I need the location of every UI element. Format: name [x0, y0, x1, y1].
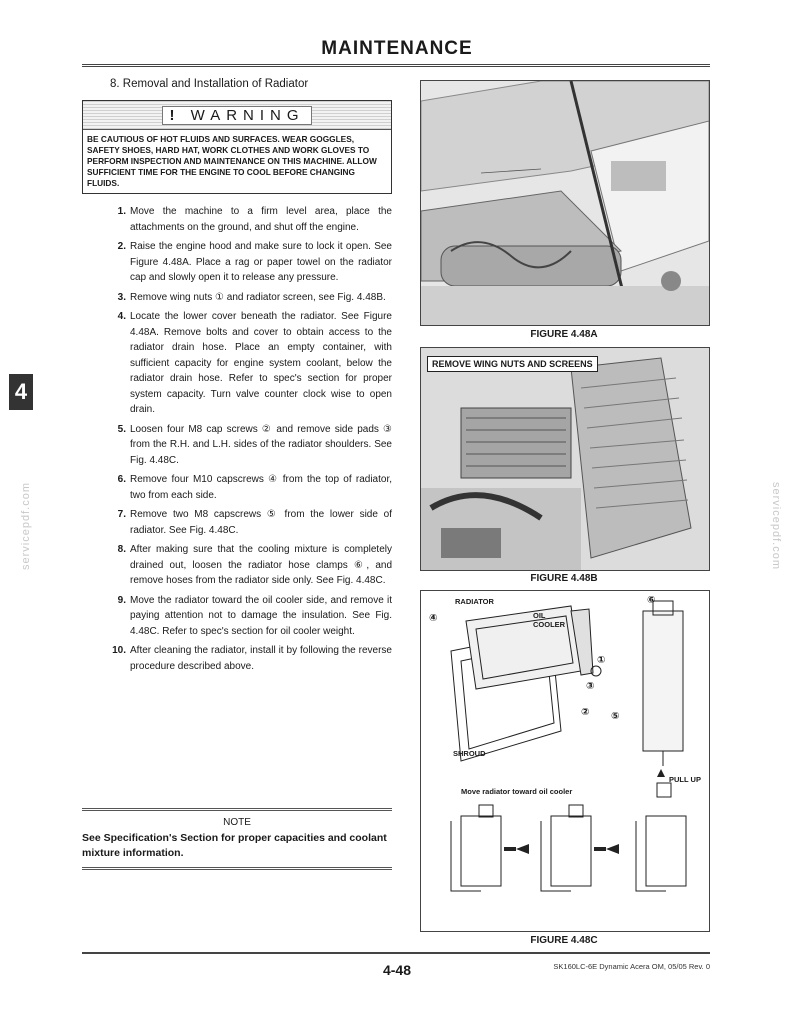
step-item	[112, 542, 392, 589]
footer-rule	[82, 952, 710, 954]
step-number: 1.	[117, 206, 126, 217]
label-radiator: RADIATOR	[455, 597, 494, 606]
instructions-column	[82, 78, 392, 678]
step-text: Loosen four M8 cap screws ② and remove side pads ③ from the R.H. and L.H. sides of the radiator shoulders. See Fig. 4.48C.	[130, 423, 392, 466]
step-number: 6.	[117, 474, 126, 485]
step-text: Remove two M8 capscrews ⑤ from the lower side of radiator. See Fig. 4.48C.	[130, 509, 392, 536]
step-item	[112, 309, 392, 418]
step-number: 4.	[117, 311, 126, 322]
step-number: 10.	[112, 645, 126, 656]
warning-text: BE CAUTIOUS OF HOT FLUIDS AND SURFACES. WEAR GOGGLES, SAFETY SHOES, HARD HAT, WORK CLOTHES AND WORK GLOVES TO PERFORM INSPECTION AND MAINTENANCE ON THIS MACHINE. ALLOW SUFFICIENT TIME FOR THE ENGINE TO COOL BEFORE CHANGING FLUIDS.	[87, 134, 377, 188]
note-rule-bottom	[82, 867, 392, 870]
step-text: Move the radiator toward the oil cooler side, and remove it paying attention not to damage the insulation. See Fig. 4.48C. Refer to spec's section for oil cooler weight.	[130, 594, 392, 637]
figure-4-48c	[420, 590, 710, 932]
step-item	[112, 204, 392, 235]
warning-title-text: WARNING	[190, 106, 305, 124]
radiator-screen-illustration	[421, 348, 709, 570]
engine-compartment-illustration	[421, 81, 709, 325]
figure-4-48b	[420, 347, 710, 571]
note-label: NOTE	[223, 817, 251, 828]
figure-4-48b-caption: FIGURE 4.48B	[530, 573, 598, 584]
step-number: 9.	[117, 594, 126, 606]
label-pull-up: PULL UP	[669, 775, 701, 784]
warning-banner	[83, 101, 391, 130]
note-rule	[82, 808, 392, 811]
step-text: Move the machine to a firm level area, place the attachments on the ground, and shut off the engine.	[130, 206, 392, 233]
label-move-radiator: Move radiator toward oil cooler	[461, 787, 573, 796]
step-number: 8.	[117, 544, 126, 555]
label-shroud: SHROUD	[453, 749, 486, 758]
note-text: See Specification's Section for proper capacities and coolant mixture information.	[82, 832, 387, 859]
chapter-tab: 4	[9, 374, 33, 410]
figure-4-48a-caption: FIGURE 4.48A	[530, 329, 598, 340]
step-text: Remove wing nuts ① and radiator screen, see Fig. 4.48B.	[130, 291, 386, 303]
page-title: MAINTENANCE	[321, 38, 473, 59]
note-block	[82, 808, 392, 870]
step-item	[112, 472, 392, 503]
warning-title	[162, 106, 311, 125]
step-item	[112, 422, 392, 469]
header-rule	[82, 64, 710, 67]
callout-2: ②	[581, 707, 590, 718]
label-oil-cooler: OIL COOLER	[533, 611, 566, 629]
step-item	[112, 290, 392, 306]
radiator-removal-diagram	[421, 591, 709, 931]
step-item	[112, 593, 392, 640]
step-list	[82, 204, 392, 674]
warning-triangle-icon: !	[169, 106, 181, 124]
callout-3: ③	[586, 681, 595, 692]
watermark-right: servicepdf.com	[769, 482, 782, 570]
step-number: 7.	[117, 509, 126, 520]
callout-4: ④	[429, 613, 438, 624]
section-heading: 8. Removal and Installation of Radiator	[110, 78, 309, 90]
callout-1: ①	[597, 655, 606, 666]
step-number: 3.	[117, 291, 126, 303]
step-item	[112, 239, 392, 286]
callout-6: ⑥	[647, 595, 656, 606]
step-number: 5.	[117, 423, 126, 435]
step-text: Remove four M10 capscrews ④ from the top of radiator, two from each side.	[130, 474, 392, 501]
page-number: 4-48	[382, 962, 412, 978]
step-text: Raise the engine hood and make sure to lock it open. See Figure 4.48A. Place a rag or paper towel on the radiator cap and slowly open it to release any pressure.	[130, 241, 392, 283]
callout-5: ⑤	[611, 711, 620, 722]
step-item	[112, 507, 392, 538]
step-number: 2.	[117, 241, 126, 252]
watermark-left: servicepdf.com	[19, 482, 32, 570]
step-item	[112, 643, 392, 674]
step-text: After cleaning the radiator, install it by following the reverse procedure described above.	[130, 645, 392, 672]
figure-4-48b-callout: REMOVE WING NUTS AND SCREENS	[427, 356, 598, 372]
footer-doc-ref: SK160LC-6E Dynamic Acera OM, 05/05 Rev. 0	[553, 962, 710, 971]
warning-box	[82, 100, 392, 194]
figure-4-48c-caption: FIGURE 4.48C	[530, 935, 598, 946]
step-text: Locate the lower cover beneath the radiator. See Figure 4.48A. Remove bolts and cover to obtain access to the radiator drain hose. Place an empty container, with sufficient capacity for engine system coolant, below the radiator drain hose. Refer to spec's section for proper system capacity. Turn valve counter clock wise to open drain.	[130, 311, 392, 415]
figure-4-48a	[420, 80, 710, 326]
step-text: After making sure that the cooling mixture is completely drained out, loosen the radiator hose clamps ⑥, and remove hoses from the radiator side only. See Fig. 4.48C.	[130, 544, 392, 586]
